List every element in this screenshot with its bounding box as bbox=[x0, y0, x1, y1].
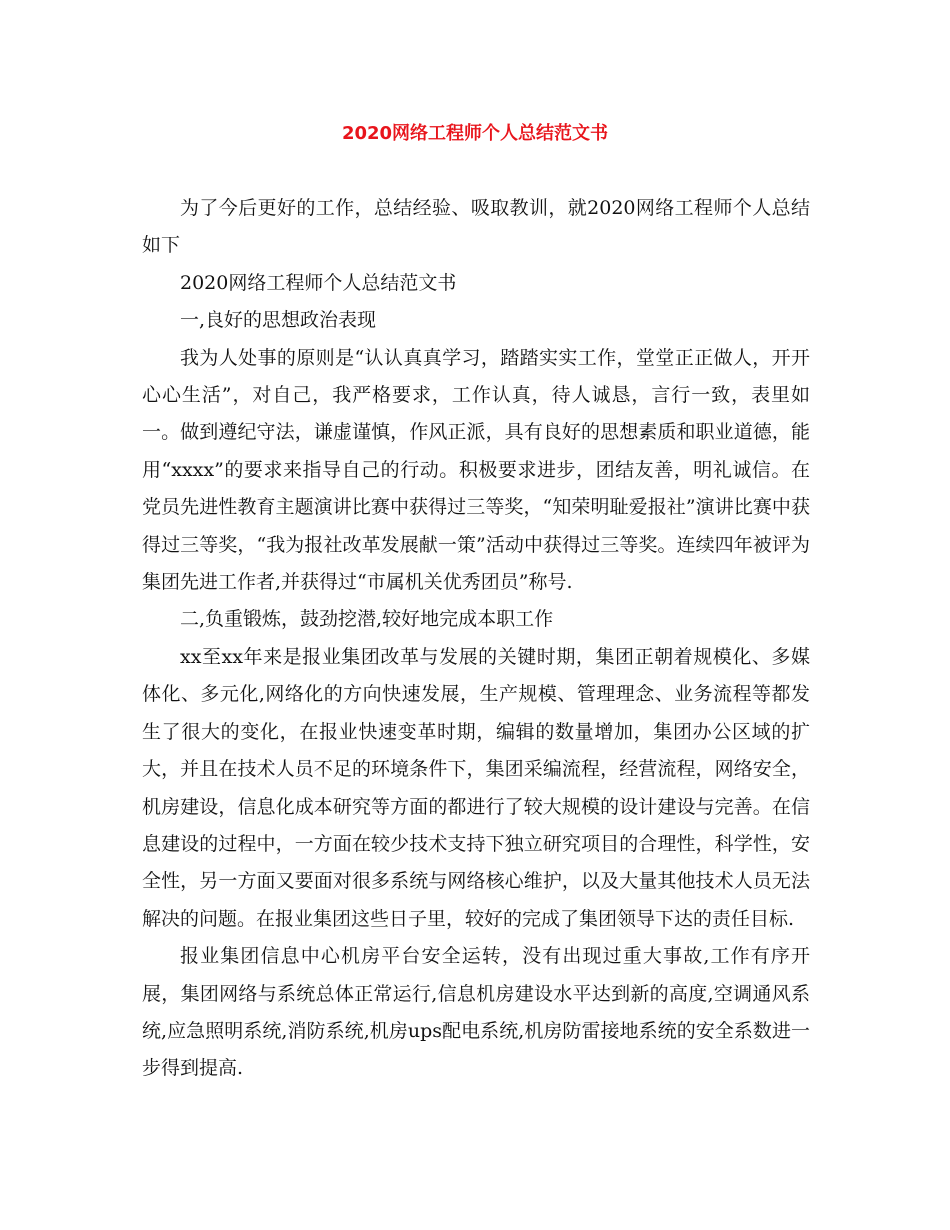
section-2-paragraph-1: xx至xx年来是报业集团改革与发展的关键时期，集团正朝着规模化、多媒体化、多元化,网络化的方向快速发展，生产规模、管理理念、业务流程等都发生了很大的变化，在报业快速变革时期，编辑的数量增加，集团办公区域的扩大，并且在技术人员不足的环境条件下，集团采编流程，经营流程，网络安全，机房建设，信息化成本研究等方面的都进行了较大规模的设计建设与完善。在信息建设的过程中，一方面在较少技术支持下独立研究项目的合理性，科学性，安全性，另一方面又要面对很多系统与网络核心维护，以及大量其他技术人员无法解决的问题。在报业集团这些日子里，较好的完成了集团领导下达的责任目标. bbox=[142, 645, 810, 930]
section-1-paragraph: 我为人处事的原则是“认认真真学习，踏踏实实工作，堂堂正正做人，开开心心生活”，对自己，我严格要求，工作认真，待人诚恳，言行一致，表里如一。做到遵纪守法，谦虚谨慎，作风正派，具有良好的思想素质和职业道德，能用“xxxx”的要求来指导自己的行动。积极要求进步，团结友善，明礼诚信。在党员先进性教育主题演讲比赛中获得过三等奖，“知荣明耻爱报社”演讲比赛中获得过三等奖，“我为报社改革发展献一策”活动中获得过三等奖。连续四年被评为集团先进工作者,并获得过“市属机关优秀团员”称号. bbox=[142, 346, 810, 594]
section-heading-1: 一,良好的思想政治表现 bbox=[180, 309, 377, 332]
document-body bbox=[142, 190, 810, 1088]
subtitle-paragraph: 2020网络工程师个人总结范文书 bbox=[180, 271, 457, 294]
section-2-paragraph-2: 报业集团信息中心机房平台安全运转，没有出现过重大事故,工作有序开展，集团网络与系统总体正常运行,信息机房建设水平达到新的高度,空调通风系统,应急照明系统,消防系统,机房ups配电系统,机房防雷接地系统的安全系数进一步得到提高. bbox=[142, 945, 810, 1080]
document-title: 2020网络工程师个人总结范文书 bbox=[341, 123, 609, 144]
intro-paragraph: 为了今后更好的工作，总结经验、吸取教训，就2020网络工程师个人总结如下 bbox=[142, 197, 810, 257]
section-heading-2: 二,负重锻炼，鼓劲挖潜,较好地完成本职工作 bbox=[180, 608, 554, 631]
